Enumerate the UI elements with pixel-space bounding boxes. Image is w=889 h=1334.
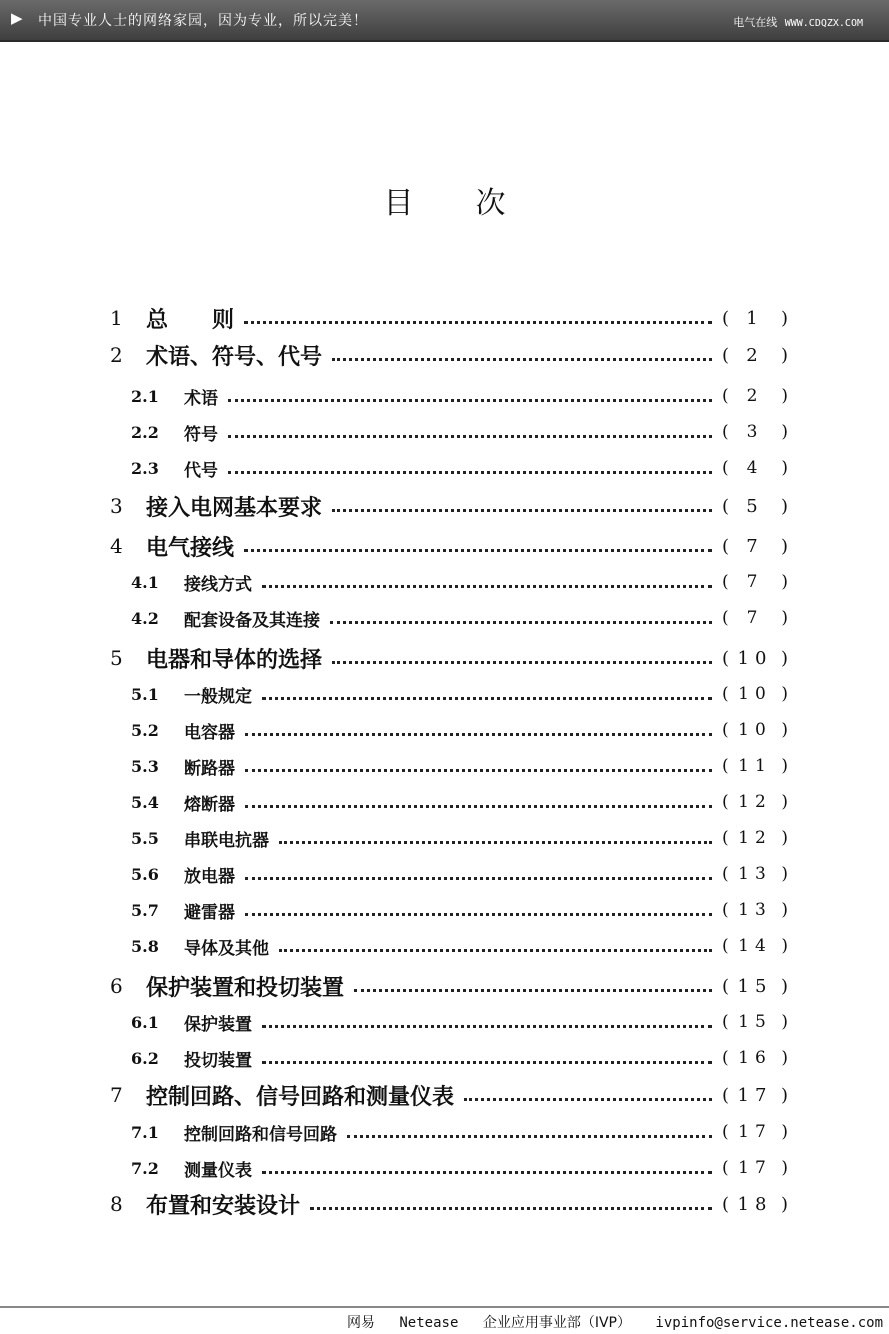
- toc-entry-number: 1: [110, 306, 123, 330]
- toc-page-number: 17: [738, 1158, 772, 1178]
- toc-entry[interactable]: [0, 531, 889, 561]
- toc-entry[interactable]: [0, 453, 889, 483]
- site-header-bar: [0, 0, 889, 42]
- toc-page-number: 7: [746, 572, 764, 592]
- toc-entry-label: 控制回路、信号回路和测量仪表: [146, 1084, 455, 1110]
- toc-entry-number: 2: [110, 343, 123, 367]
- toc-leader-dots: [262, 585, 712, 588]
- toc-page-number: 10: [737, 647, 773, 669]
- toc-entry[interactable]: [0, 491, 889, 521]
- toc-leader-dots: [228, 399, 712, 402]
- toc-entry-page: ( 11 ): [722, 756, 788, 776]
- toc-entry-label: 符号: [184, 424, 218, 445]
- toc-page-number: 10: [738, 684, 772, 704]
- toc-leader-dots: [245, 805, 712, 808]
- toc-leader-dots: [279, 841, 712, 844]
- footer-email[interactable]: ivpinfo@service.netease.com: [655, 1315, 883, 1331]
- toc-entry-label: 保护装置: [184, 1014, 252, 1035]
- toc-page-number: 7: [746, 608, 764, 628]
- site-link[interactable]: [733, 14, 863, 30]
- toc-entry-label: 术语: [184, 388, 218, 409]
- toc-entry-number: 6: [110, 974, 123, 998]
- toc-entry-page: ( 17 ): [722, 1158, 788, 1178]
- toc-entry-number: 7.2: [131, 1158, 159, 1178]
- toc-leader-dots: [354, 989, 712, 992]
- toc-entry-label: 电器和导体的选择: [146, 647, 323, 673]
- footer-dept: 企业应用事业部（IVP）: [482, 1315, 631, 1331]
- toc-leader-dots: [262, 1025, 712, 1028]
- toc-entry-page: ( 2 ): [722, 344, 788, 366]
- toc-entry-page: ( 10 ): [722, 647, 788, 669]
- toc-entry[interactable]: [0, 787, 889, 817]
- toc-page-number: 13: [738, 864, 772, 884]
- toc-page-number: 13: [738, 900, 772, 920]
- footer-divider: [0, 1306, 889, 1308]
- toc-entry-page: ( 14 ): [722, 936, 788, 956]
- toc-page-number: 15: [737, 975, 773, 997]
- toc-entry-page: ( 10 ): [722, 720, 788, 740]
- toc-page-number: 12: [738, 828, 772, 848]
- toc-entry-label: 控制回路和信号回路: [184, 1124, 337, 1145]
- toc-entry[interactable]: [0, 1007, 889, 1037]
- toc-entry-page: ( 4 ): [722, 458, 788, 478]
- toc-page-number: 3: [746, 422, 764, 442]
- play-arrow-icon: ▶: [11, 9, 23, 27]
- toc-entry[interactable]: [0, 417, 889, 447]
- toc-page-number: 14: [738, 936, 772, 956]
- footer-company-en: Netease: [399, 1315, 459, 1331]
- toc-entry[interactable]: [0, 1153, 889, 1183]
- page-title: 目次: [383, 186, 568, 221]
- toc-entry[interactable]: [0, 1080, 889, 1110]
- footer-company-cn: 网易: [346, 1315, 375, 1331]
- toc-entry-label: 一般规定: [184, 686, 252, 707]
- toc-entry-number: 5.6: [131, 864, 159, 884]
- toc-entry-page: ( 10 ): [722, 684, 788, 704]
- toc-entry-page: ( 13 ): [722, 900, 788, 920]
- toc-page-number: 2: [746, 386, 764, 406]
- toc-leader-dots: [332, 661, 712, 664]
- toc-entry-number: 2.3: [131, 458, 159, 478]
- toc-entry-label: 测量仪表: [184, 1160, 252, 1181]
- toc-entry[interactable]: [0, 567, 889, 597]
- toc-entry-number: 5.8: [131, 936, 159, 956]
- toc-entry[interactable]: [0, 971, 889, 1001]
- toc-page-number: 12: [738, 792, 772, 812]
- toc-entry[interactable]: [0, 931, 889, 961]
- toc-entry-page: ( 7 ): [722, 608, 788, 628]
- toc-page-number: 10: [738, 720, 772, 740]
- toc-entry[interactable]: [0, 340, 889, 370]
- toc-entry-label: 接入电网基本要求: [146, 495, 323, 521]
- toc-leader-dots: [245, 733, 712, 736]
- toc-page-number: 16: [738, 1048, 772, 1068]
- toc-entry[interactable]: [0, 859, 889, 889]
- toc-leader-dots: [310, 1207, 712, 1210]
- toc-entry-page: ( 18 ): [722, 1193, 788, 1215]
- toc-entry-number: 2.2: [131, 422, 159, 442]
- toc-page-number: 15: [738, 1012, 772, 1032]
- toc-entry-label: 导体及其他: [184, 938, 269, 959]
- toc-entry-page: ( 1 ): [722, 307, 788, 329]
- header-slogan: 中国专业人士的网络家园，因为专业，所以完美！: [38, 13, 368, 29]
- toc-leader-dots: [347, 1135, 712, 1138]
- toc-page-number: 17: [738, 1122, 772, 1142]
- toc-entry-label: 投切装置: [184, 1050, 252, 1071]
- toc-entry-page: ( 17 ): [722, 1084, 788, 1106]
- toc-entry[interactable]: [0, 895, 889, 925]
- toc-entry-label: 接线方式: [184, 574, 252, 595]
- toc-page-number: 1: [746, 307, 764, 329]
- toc-entry-number: 5.3: [131, 756, 159, 776]
- toc-entry[interactable]: [0, 823, 889, 853]
- toc-entry-number: 7.1: [131, 1122, 159, 1142]
- toc-entry-label: 避雷器: [184, 902, 235, 923]
- toc-leader-dots: [464, 1098, 712, 1101]
- toc-entry-number: 8: [110, 1192, 123, 1216]
- toc-entry-label: 术语、符号、代号: [146, 344, 323, 370]
- toc-entry-number: 5.2: [131, 720, 159, 740]
- toc-entry-number: 6.1: [131, 1012, 159, 1032]
- toc-entry[interactable]: [0, 603, 889, 633]
- toc-entry-page: ( 2 ): [722, 386, 788, 406]
- toc-entry-label: 放电器: [184, 866, 235, 887]
- toc-page-number: 18: [737, 1193, 773, 1215]
- toc-entry-number: 5.7: [131, 900, 159, 920]
- toc-leader-dots: [228, 471, 712, 474]
- toc-entry[interactable]: [0, 751, 889, 781]
- toc-leader-dots: [244, 321, 712, 324]
- toc-leader-dots: [332, 358, 712, 361]
- toc-entry-page: ( 12 ): [722, 792, 788, 812]
- toc-leader-dots: [332, 509, 712, 512]
- toc-entry-page: ( 5 ): [722, 495, 788, 517]
- toc-entry-number: 5.1: [131, 684, 159, 704]
- toc-entry-page: ( 16 ): [722, 1048, 788, 1068]
- toc-entry-page: ( 12 ): [722, 828, 788, 848]
- toc-entry-number: 5.4: [131, 792, 159, 812]
- toc-page-number: 7: [746, 535, 764, 557]
- site-name: 电气在线: [733, 16, 778, 29]
- toc-entry-label: 串联电抗器: [184, 830, 269, 851]
- toc-entry-label: 保护装置和投切装置: [146, 975, 345, 1001]
- toc-entry-number: 4.1: [131, 572, 159, 592]
- toc-entry-label: 配套设备及其连接: [184, 610, 320, 631]
- toc-page-number: 5: [746, 495, 764, 517]
- toc-entry-page: ( 7 ): [722, 535, 788, 557]
- toc-entry-page: ( 17 ): [722, 1122, 788, 1142]
- toc-entry-number: 5: [110, 646, 123, 670]
- toc-entry[interactable]: [0, 1043, 889, 1073]
- toc-entry-label: 布置和安装设计: [146, 1193, 301, 1219]
- toc-leader-dots: [244, 549, 712, 552]
- toc-leader-dots: [245, 769, 712, 772]
- toc-leader-dots: [262, 1171, 712, 1174]
- toc-page-number: 17: [737, 1084, 773, 1106]
- toc-leader-dots: [245, 877, 712, 880]
- toc-entry-number: 6.2: [131, 1048, 159, 1068]
- toc-entry[interactable]: [0, 381, 889, 411]
- toc-leader-dots: [228, 435, 712, 438]
- toc-entry-page: ( 13 ): [722, 864, 788, 884]
- toc-entry-page: ( 7 ): [722, 572, 788, 592]
- toc-leader-dots: [262, 697, 712, 700]
- toc-entry-label: 熔断器: [184, 794, 235, 815]
- toc-entry-label: 电气接线: [146, 535, 235, 561]
- toc-entry-number: 4.2: [131, 608, 159, 628]
- toc-entry-number: 3: [110, 494, 123, 518]
- toc-entry-page: ( 3 ): [722, 422, 788, 442]
- toc-entry-number: 2.1: [131, 386, 159, 406]
- toc-leader-dots: [330, 621, 712, 624]
- toc-entry-number: 7: [110, 1083, 123, 1107]
- toc-entry[interactable]: [0, 643, 889, 673]
- footer: [331, 1312, 883, 1332]
- toc-entry[interactable]: [0, 303, 889, 333]
- toc-entry-number: 4: [110, 534, 123, 558]
- toc-entry[interactable]: [0, 679, 889, 709]
- toc-entry-label: 总 则: [146, 307, 235, 333]
- toc-entry[interactable]: [0, 1189, 889, 1219]
- toc-page-number: 2: [746, 344, 764, 366]
- toc-entry[interactable]: [0, 1117, 889, 1147]
- toc-entry-number: 5.5: [131, 828, 159, 848]
- toc-entry-label: 断路器: [184, 758, 235, 779]
- toc-page-number: 4: [746, 458, 764, 478]
- toc-leader-dots: [245, 913, 712, 916]
- toc-leader-dots: [279, 949, 712, 952]
- toc-entry[interactable]: [0, 715, 889, 745]
- toc-entry-label: 代号: [184, 460, 218, 481]
- toc-entry-page: ( 15 ): [722, 1012, 788, 1032]
- toc-page-number: 11: [738, 756, 772, 776]
- site-url: WWW.CDQZX.COM: [784, 18, 863, 29]
- toc-entry-label: 电容器: [184, 722, 235, 743]
- toc-leader-dots: [262, 1061, 712, 1064]
- toc-entry-page: ( 15 ): [722, 975, 788, 997]
